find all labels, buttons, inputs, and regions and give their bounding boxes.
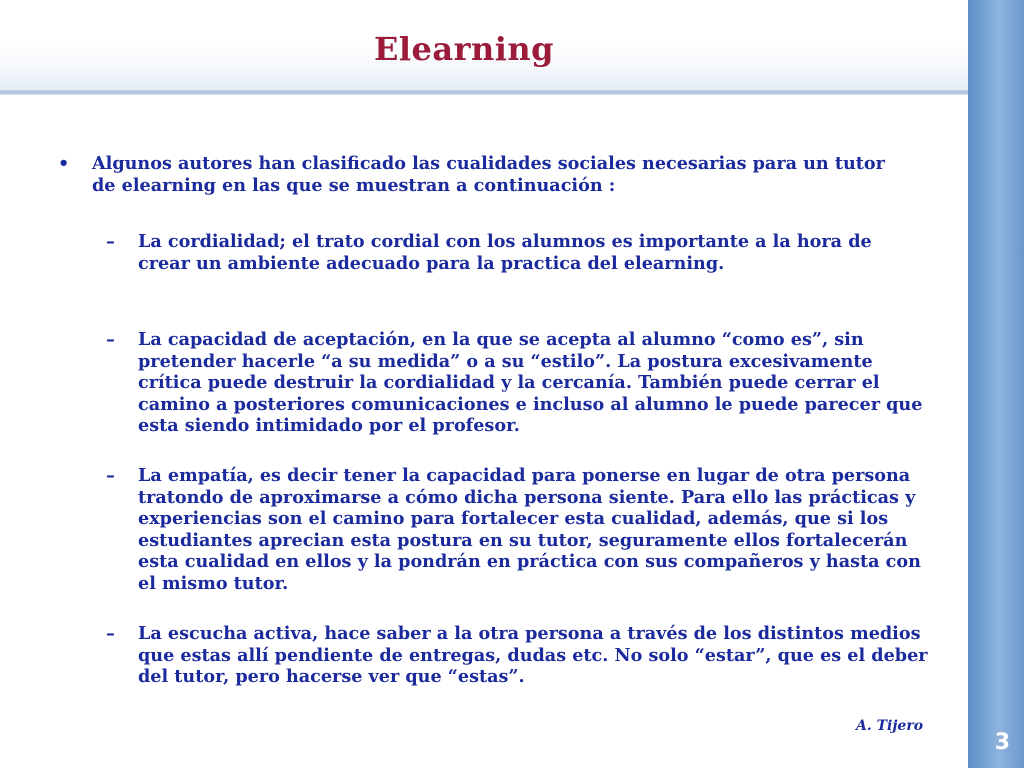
dash-marker: – xyxy=(106,465,115,486)
sub-item-text: La cordialidad; el trato cordial con los alumnos es importante a la hora de crear un ambiente adecuado para la practica del elearning. xyxy=(138,231,872,274)
dash-marker: – xyxy=(106,231,115,252)
bullet-marker: • xyxy=(58,153,70,174)
slide-number: 3 xyxy=(994,730,1010,755)
slide-title: Elearning xyxy=(373,30,555,68)
dash-marker: – xyxy=(106,623,115,644)
author-credit: A. Tijero xyxy=(856,718,924,734)
bullet-text: Algunos autores han clasificado las cualidades sociales necesarias para un tutor de elearning en las que se muestran a continuación : xyxy=(92,153,885,196)
sub-item-text: La empatía, es decir tener la capacidad para ponerse en lugar de otra persona tratondo de aproximarse a cómo dicha persona siente. Para ello las prácticas y experiencias son el camino para fortalecer esta cualidad, además, que si los estudiantes aprecian esta postura en su tutor, seguramente ellos fortalecerán esta cualidad en ellos y la pondrán en práctica con sus compañeros y hasta con el mismo tutor. xyxy=(138,465,921,594)
sub-item-text: La capacidad de aceptación, en la que se acepta al alumno “como es”, sin pretender hacerle “a su medida” o a su “estilo”. La postura excesivamente crítica puede destruir la cordialidad y la cercanía. También puede cerrar el camino a posteriores comunicaciones e incluso al alumno le puede parecer que esta siendo intimidado por el profesor. xyxy=(138,329,923,436)
side-bar xyxy=(968,0,1024,768)
dash-marker: – xyxy=(106,329,115,350)
sub-item-text: La escucha activa, hace saber a la otra persona a través de los distintos medios que estas allí pendiente de entregas, dudas etc. No solo “estar”, que es el deber del tutor, pero hacerse ver que “estas”. xyxy=(138,623,928,687)
